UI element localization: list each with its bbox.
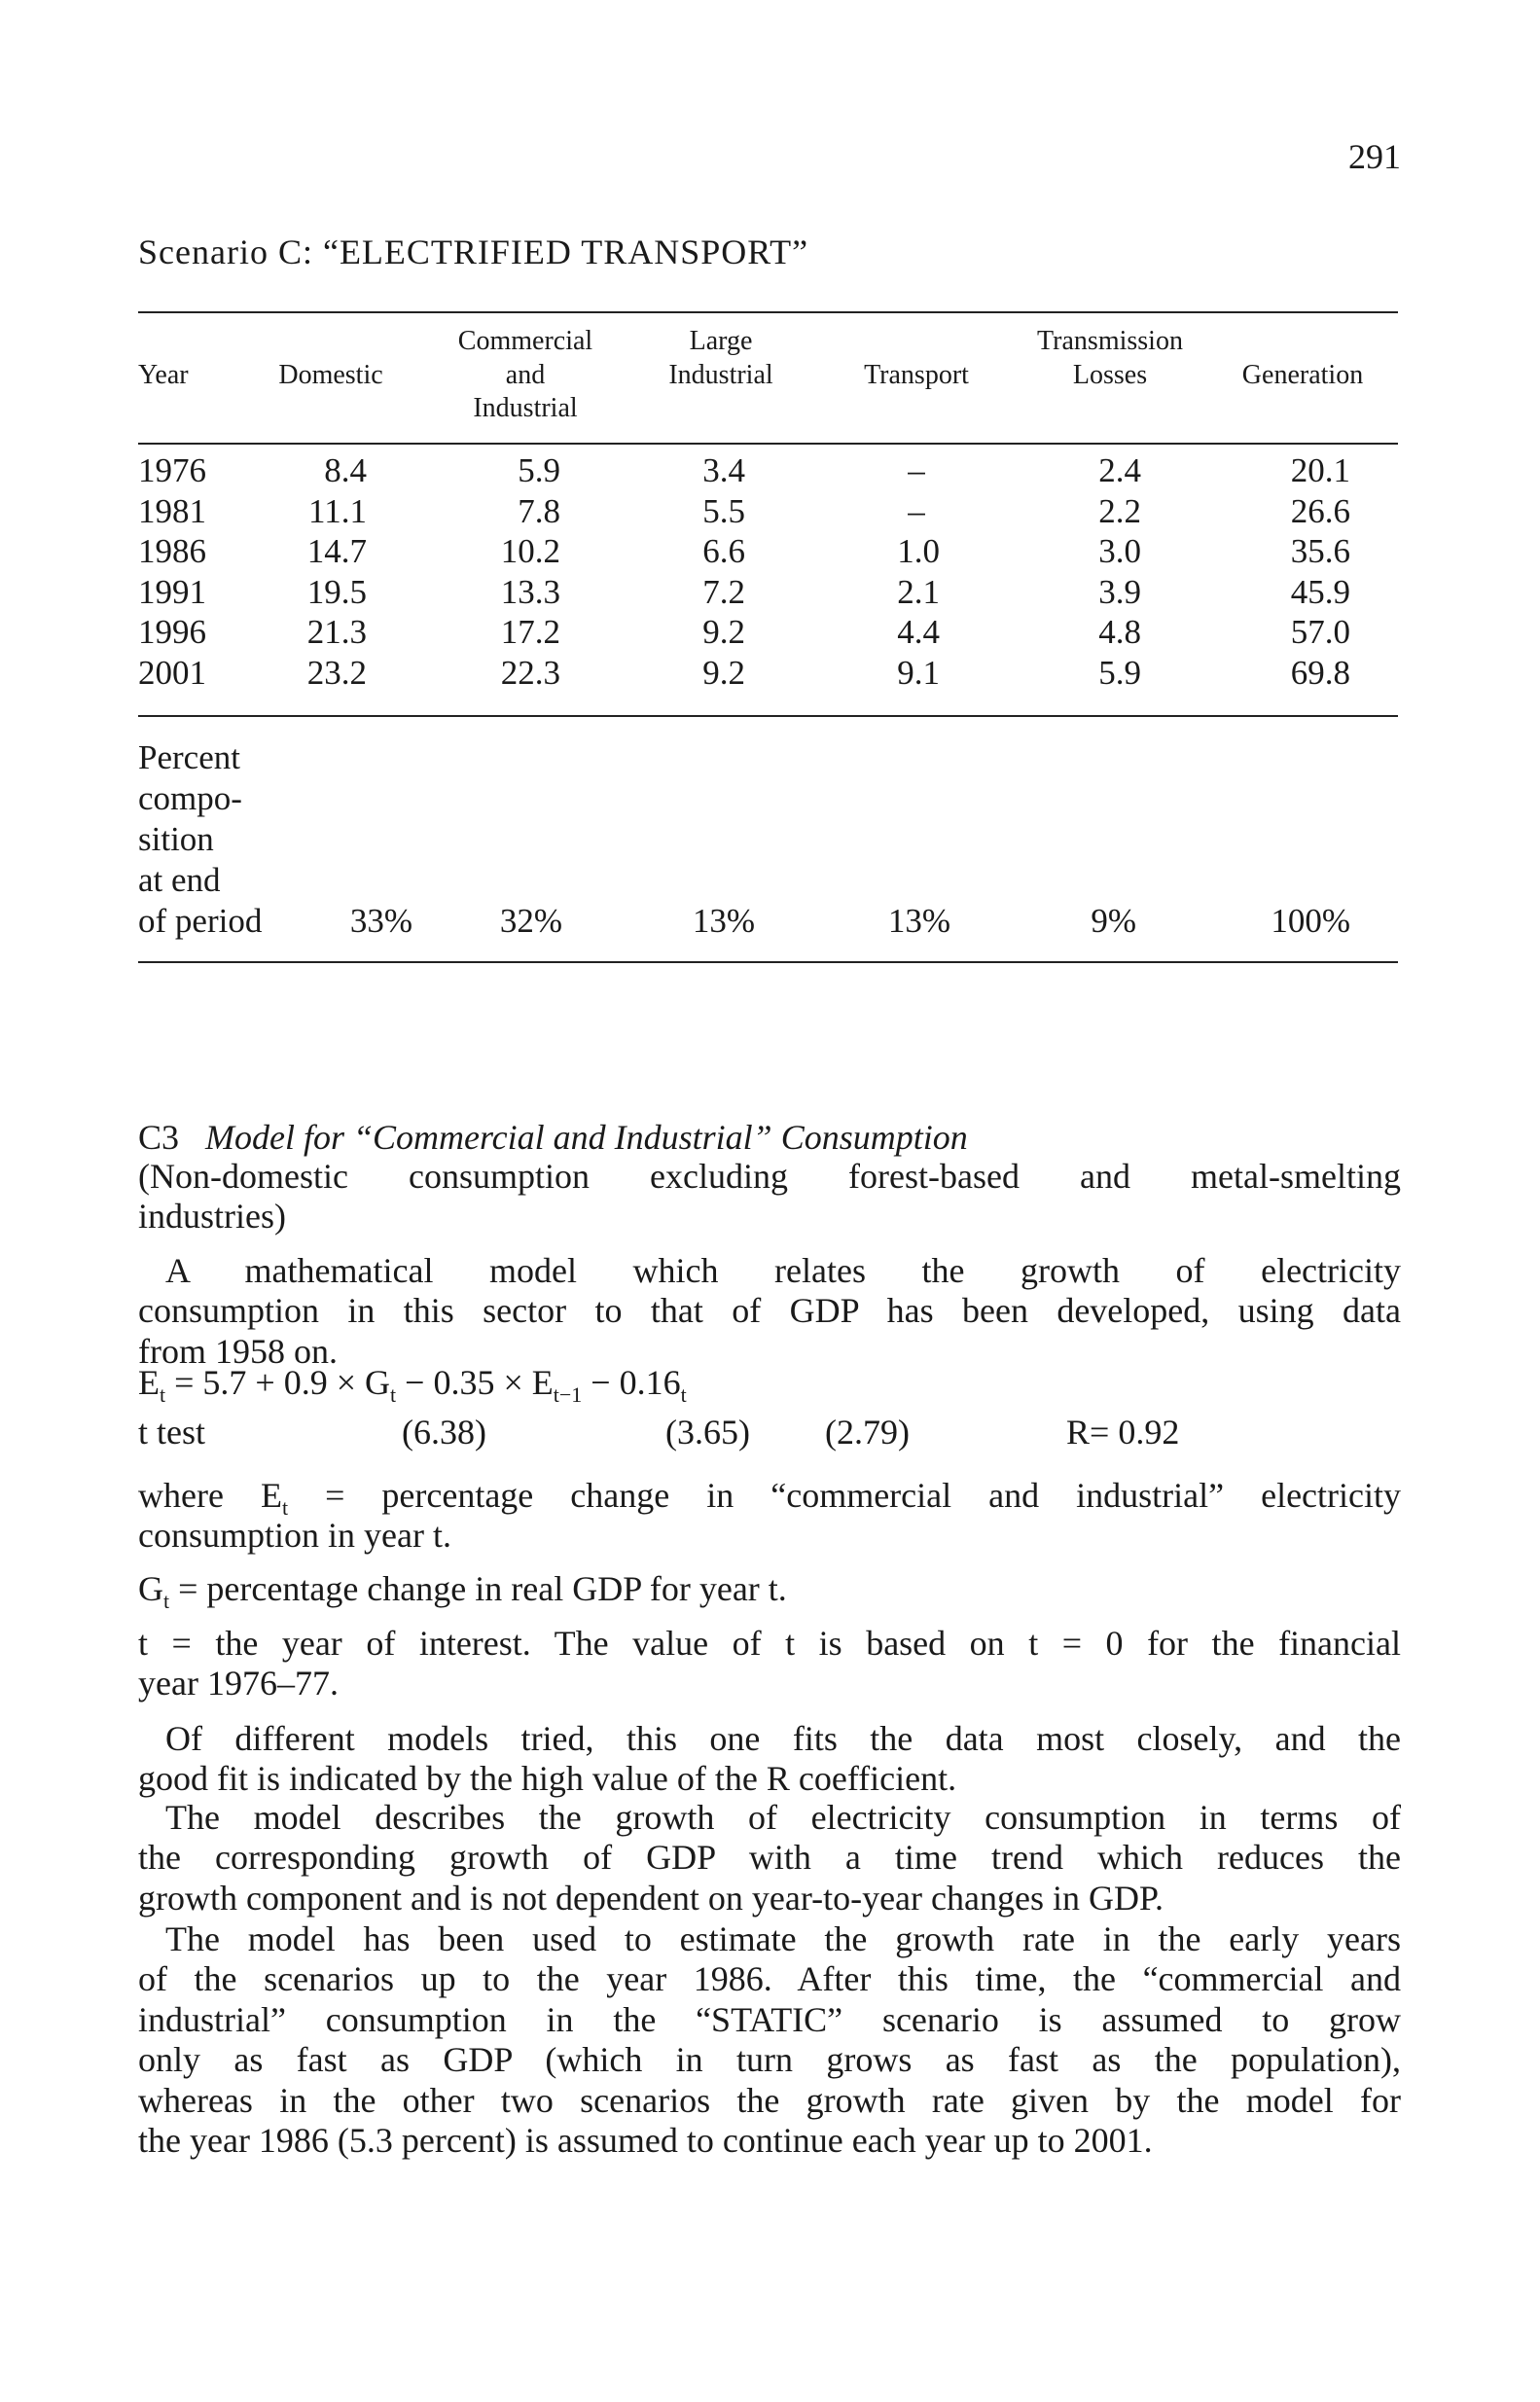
table-cell: 45.9 <box>1290 572 1350 611</box>
row-year: 2001 <box>138 653 206 692</box>
table-cell: – <box>908 491 925 530</box>
equation: $E_t = 5.7 + 0.9 \times G_t - 0.35 \times E_{t-1} - 0.16_t$ <box>138 1363 687 1407</box>
table-cell: 2.1 <box>897 572 940 611</box>
table-cell: 14.7 <box>306 532 367 570</box>
table-cell: 7.2 <box>702 572 745 611</box>
paragraph-line: consumption in year t. <box>138 1516 451 1556</box>
paragraph-line: A mathematical model which relates the growth of electricity <box>165 1251 1401 1290</box>
table-cell: 26.6 <box>1290 491 1350 530</box>
table-cell: 69.8 <box>1290 653 1350 692</box>
subscript: t <box>390 1382 397 1407</box>
paragraph-line: the year 1986 (5.3 percent) is assumed to continue each year up to 2001. <box>138 2121 1153 2160</box>
t-test-value: (2.79) <box>825 1413 910 1452</box>
paragraph-line: whereas in the other two scenarios the growth rate given by the model for <box>138 2080 1401 2120</box>
paragraph-line: (Non-domestic consumption excluding forest-based and metal-smelting <box>138 1157 1401 1196</box>
table-cell: 23.2 <box>306 653 367 692</box>
table-bottom-rule <box>138 961 1398 963</box>
table-cell: 2.2 <box>1098 491 1141 530</box>
table-cell: 10.2 <box>500 532 560 570</box>
percent-label: Percent <box>138 738 240 776</box>
paragraph-line: consumption in this sector to that of GDP has been developed, using data <box>138 1291 1401 1331</box>
subscript: t−1 <box>553 1382 583 1407</box>
paragraph-line: only as fast as GDP (which in turn grows as fast as the population), <box>138 2040 1401 2080</box>
column-header: Generation <box>1241 360 1364 390</box>
column-header: Domestic <box>278 360 383 390</box>
paragraph-line: Of different models tried, this one fits the data most closely, and the <box>165 1719 1401 1758</box>
table-cell: 2.4 <box>1098 451 1141 489</box>
paragraph-line: industrial” consumption in the “STATIC” scenario is assumed to grow <box>138 1999 1401 2039</box>
paragraph-line: good fit is indicated by the high value of the R coefficient. <box>138 1759 957 1799</box>
table-cell: 20.1 <box>1290 451 1350 489</box>
column-header: Transport <box>864 360 969 390</box>
section-number: C3 <box>138 1118 180 1157</box>
r-coefficient: R= 0.92 <box>1066 1413 1180 1452</box>
table-cell: 7.8 <box>518 491 560 530</box>
table-cell: 5.9 <box>1098 653 1141 692</box>
column-header: Losses <box>1072 360 1148 390</box>
paragraph-line: The model describes the growth of electricity consumption in terms of <box>165 1798 1401 1837</box>
table-header-rule <box>138 443 1398 445</box>
column-header: Year <box>138 360 189 390</box>
subscript: t <box>680 1382 687 1407</box>
table-cell: 6.6 <box>702 532 745 570</box>
table-cell: 57.0 <box>1290 613 1350 651</box>
table-cell: 3.0 <box>1098 532 1141 570</box>
paragraph-line: year 1976–77. <box>138 1664 339 1703</box>
scenario-title: Scenario C: “ELECTRIFIED TRANSPORT” <box>138 233 809 271</box>
column-header: Transmission <box>1037 326 1183 356</box>
table-cell: 3.9 <box>1098 572 1141 611</box>
table-cell: 9.2 <box>702 653 745 692</box>
percent-label: sition <box>138 820 214 858</box>
table-cell: 11.1 <box>308 491 367 530</box>
table-cell: 13.3 <box>500 572 560 611</box>
paragraph-line: growth component and is not dependent on year-to-year changes in GDP. <box>138 1878 1164 1918</box>
table-top-rule <box>138 311 1398 313</box>
table-cell: 4.4 <box>897 613 940 651</box>
percent-label: compo- <box>138 779 242 817</box>
paragraph-line: The model has been used to estimate the growth rate in the early years <box>165 1919 1401 1958</box>
page-number: 291 <box>1348 137 1401 176</box>
table-cell: 19.5 <box>306 572 367 611</box>
table-cell: – <box>908 451 925 489</box>
section-title: Model for “Commercial and Industrial” Consumption <box>205 1118 968 1157</box>
table-cell: 4.8 <box>1098 613 1141 651</box>
percent-value: 32% <box>499 902 562 940</box>
row-year: 1986 <box>138 532 206 570</box>
t-test-value: (3.65) <box>665 1413 750 1452</box>
subscript: t <box>281 1495 289 1520</box>
row-year: 1976 <box>138 451 206 489</box>
table-cell: 8.4 <box>324 451 367 489</box>
percent-label: at end <box>138 861 221 899</box>
paragraph-line: where $E_t$ = percentage change in “commercial and industrial” electricity <box>138 1476 1401 1520</box>
percent-value: 100% <box>1271 902 1350 940</box>
table-cell: 3.4 <box>702 451 745 489</box>
percent-label: of period <box>138 902 263 940</box>
table-cell: 17.2 <box>500 613 560 651</box>
t-test-value: (6.38) <box>402 1413 486 1452</box>
table-cell: 21.3 <box>306 613 367 651</box>
section-heading <box>138 1118 1401 1158</box>
paragraph-line: from 1958 on. <box>138 1331 338 1371</box>
table-cell: 5.9 <box>518 451 560 489</box>
column-header: Large <box>689 326 753 356</box>
paragraph-line: t = the year of interest. The value of t is based on t = 0 for the financial <box>138 1624 1401 1663</box>
column-header: and <box>505 360 546 390</box>
subscript: t <box>160 1382 166 1407</box>
paragraph-line: the corresponding growth of GDP with a time trend which reduces the <box>138 1838 1401 1878</box>
paragraph-line: industries) <box>138 1197 286 1237</box>
percent-value: 33% <box>349 902 412 940</box>
percent-value: 13% <box>887 902 950 940</box>
column-header: Industrial <box>473 393 578 423</box>
percent-value: 13% <box>692 902 755 940</box>
subscript: t <box>163 1589 170 1613</box>
row-year: 1991 <box>138 572 206 611</box>
percent-value: 9% <box>1091 902 1136 940</box>
table-body-rule <box>138 715 1398 717</box>
t-test-label: t test <box>138 1413 205 1452</box>
row-year: 1996 <box>138 613 206 651</box>
table-cell: 22.3 <box>500 653 560 692</box>
column-header: Industrial <box>668 360 773 390</box>
paragraph-line: $G_t$ = percentage change in real GDP for year t. <box>138 1569 787 1613</box>
column-header: Commercial <box>457 326 593 356</box>
table-cell: 5.5 <box>702 491 745 530</box>
row-year: 1981 <box>138 491 206 530</box>
paragraph-line: of the scenarios up to the year 1986. After this time, the “commercial and <box>138 1959 1401 1999</box>
table-cell: 35.6 <box>1290 532 1350 570</box>
table-cell: 9.2 <box>702 613 745 651</box>
table-cell: 9.1 <box>897 653 940 692</box>
table-cell: 1.0 <box>897 532 940 570</box>
